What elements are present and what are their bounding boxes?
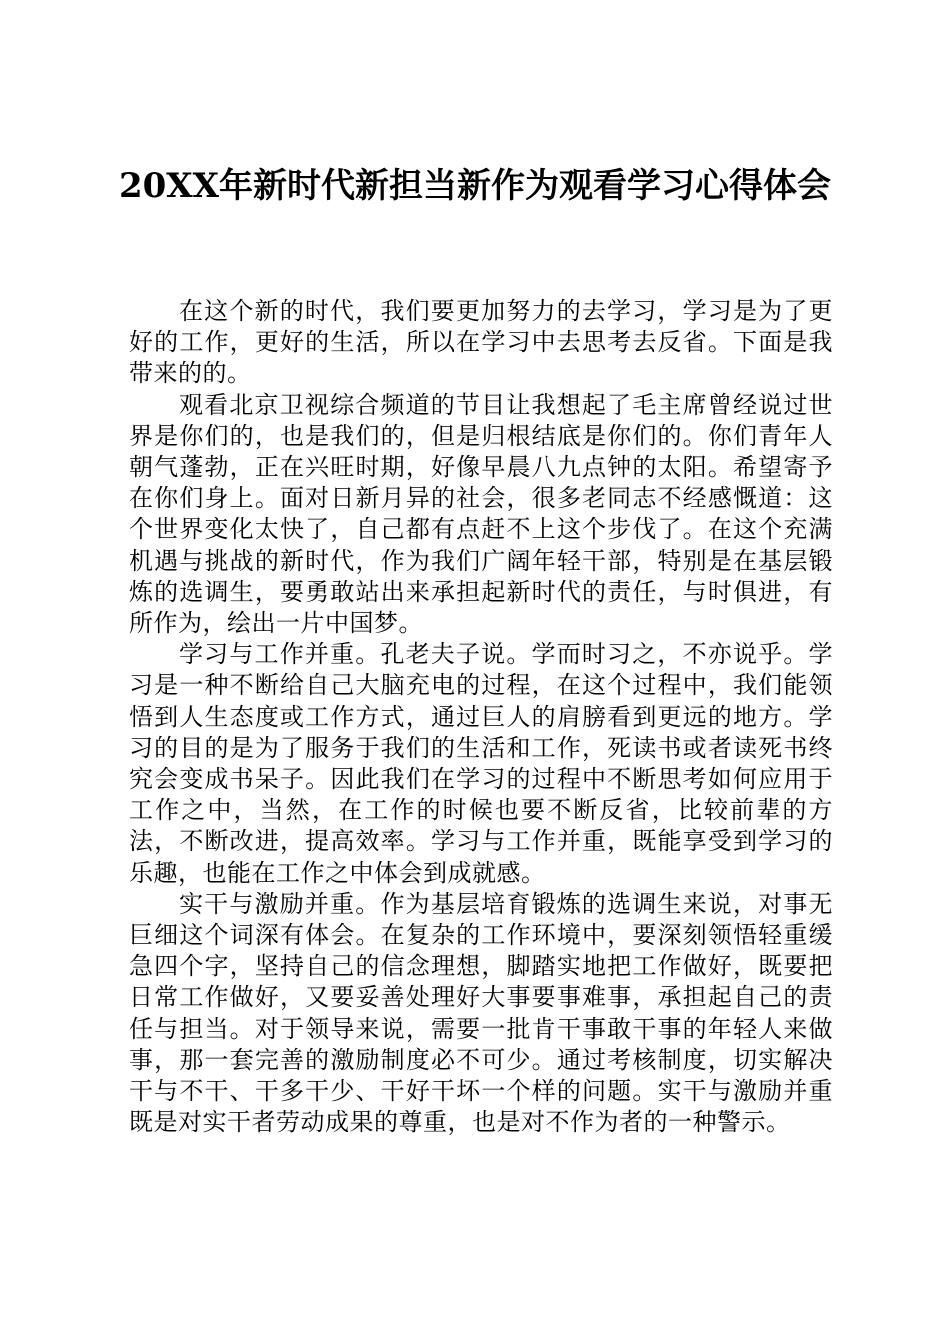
- paragraph-study-work: 学习与工作并重。孔老夫子说。学而时习之，不亦说乎。学习是一种不断给自己大脑充电的过程，在这个过程中，我们能领悟到人生态度或工作方式，通过巨人的肩膀看到更远的地方。学习的目的是为了服务于我们的生活和工作，死读书或者读死书终究会变成书呆子。因此我们在学习的过程中不断思考如何应用于工作之中，当然，在工作的时候也要不断反省，比较前辈的方法，不断改进，提高效率。学习与工作并重，既能享受到学习的乐趣，也能在工作之中体会到成就感。: [129, 640, 833, 887]
- document-title: 20XX年新时代新担当新作为观看学习心得体会: [118, 166, 832, 206]
- paragraph-practice-incentive: 实干与激励并重。作为基层培育锻炼的选调生来说，对事无巨细这个词深有体会。在复杂的工作环境中，要深刻领悟轻重缓急四个字，坚持自己的信念理想，脚踏实地把工作做好，既要把日常工作做好，又要妥善处理好大事要事难事，承担起自己的责任与担当。对于领导来说，需要一批肯干事敢干事的年轻人来做事，那一套完善的激励制度必不可少。通过考核制度，切实解决干与不干、干多干少、干好干坏一个样的问题。实干与激励并重既是对实干者劳动成果的尊重，也是对不作为者的一种警示。: [129, 889, 833, 1137]
- document-body: [129, 296, 833, 1138]
- paragraph-watching: 观看北京卫视综合频道的节目让我想起了毛主席曾经说过世界是你们的，也是我们的，但是归根结底是你们的。你们青年人朝气蓬勃，正在兴旺时期，好像早晨八九点钟的太阳。希望寄予在你们身上。面对日新月异的社会，很多老同志不经感慨道：这个世界变化太快了，自己都有点赶不上这个步伐了。在这个充满机遇与挑战的新时代，作为我们广阔年轻干部，特别是在基层锻炼的选调生，要勇敢站出来承担起新时代的责任，与时俱进，有所作为，绘出一片中国梦。: [129, 390, 833, 638]
- paragraph-intro: 在这个新的时代，我们要更加努力的去学习，学习是为了更好的工作，更好的生活，所以在学习中去思考去反省。下面是我带来的的。: [129, 297, 833, 388]
